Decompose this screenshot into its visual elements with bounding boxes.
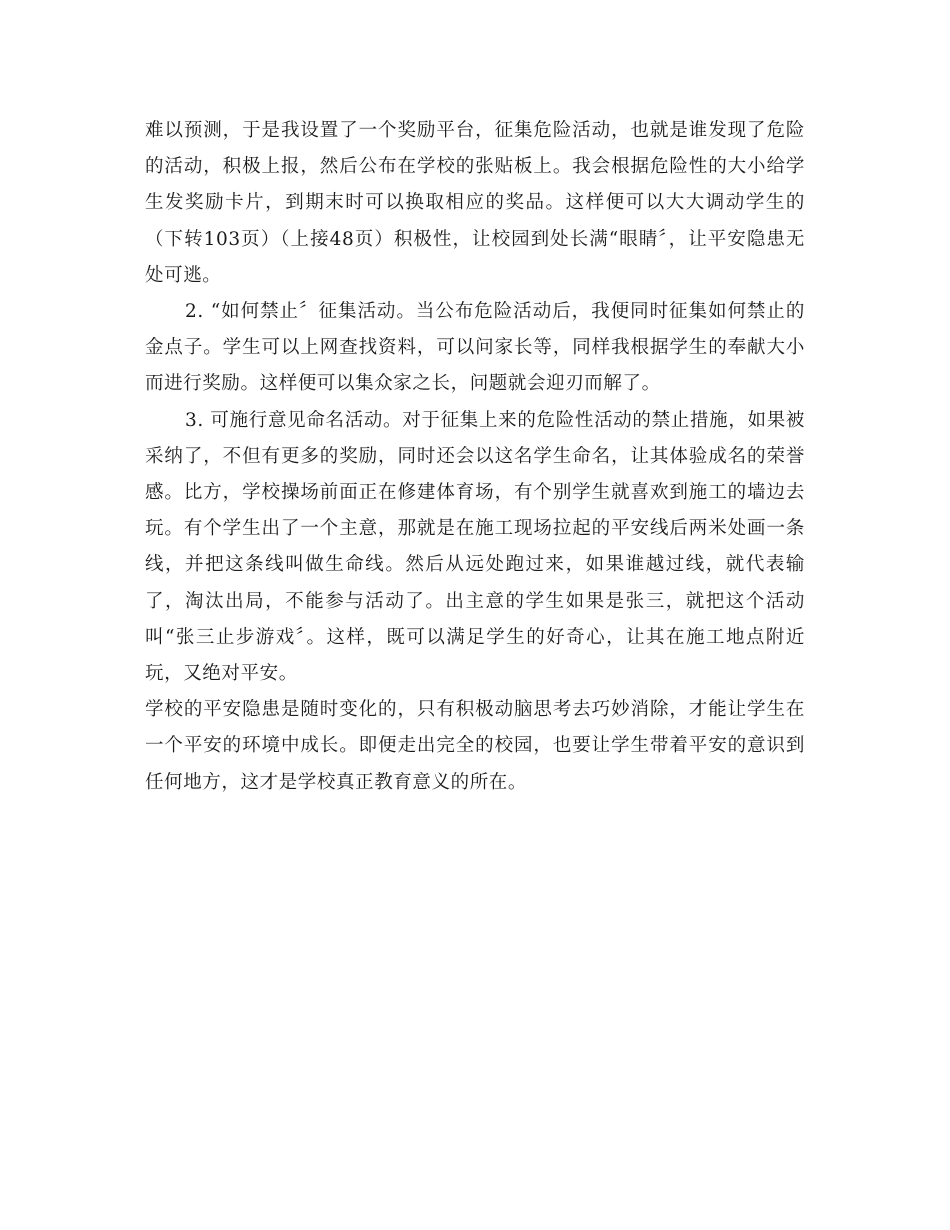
document-body xyxy=(145,113,805,801)
paragraph-conclusion: 学校的平安隐患是随时变化的，只有积极动脑思考去巧妙消除，才能让学生在一个平安的环境中成长。即便走出完全的校园，也要让学生带着平安的意识到任何地方，这才是学校真正教育意义的所在。 xyxy=(145,699,805,793)
paragraph-item-2: 2. “如何禁止〞征集活动。当公布危险活动后，我便同时征集如何禁止的金点子。学生可以上网查找资料，可以问家长等，同样我根据学生的奉献大小而进行奖励。这样便可以集众家之长，问题就会迎刃而解了。 xyxy=(145,301,805,395)
paragraph-continuation: 难以预测，于是我设置了一个奖励平台，征集危险活动，也就是谁发现了危险的活动，积极上报，然后公布在学校的张贴板上。我会根据危险性的大小给学生发奖励卡片，到期末时可以换取相应的奖品。这样便可以大大调动学生的（下转103页）（上接48页）积极性，让校园到处长满“眼睛〞，让平安隐患无处可逃。 xyxy=(145,120,805,286)
paragraph-item-3: 3. 可施行意见命名活动。对于征集上来的危险性活动的禁止措施，如果被采纳了，不但有更多的奖励，同时还会以这名学生命名，让其体验成名的荣誉感。比方，学校操场前面正在修建体育场，有个别学生就喜欢到施工的墙边去玩。有个学生出了一个主意，那就是在施工现场拉起的平安线后两米处画一条线，并把这条线叫做生命线。然后从远处跑过来，如果谁越过线，就代表输了，淘汰出局，不能参与活动了。出主意的学生如果是张三，就把这个活动叫“张三止步游戏〞。这样，既可以满足学生的好奇心，让其在施工地点附近玩，又绝对平安。 xyxy=(145,409,805,685)
